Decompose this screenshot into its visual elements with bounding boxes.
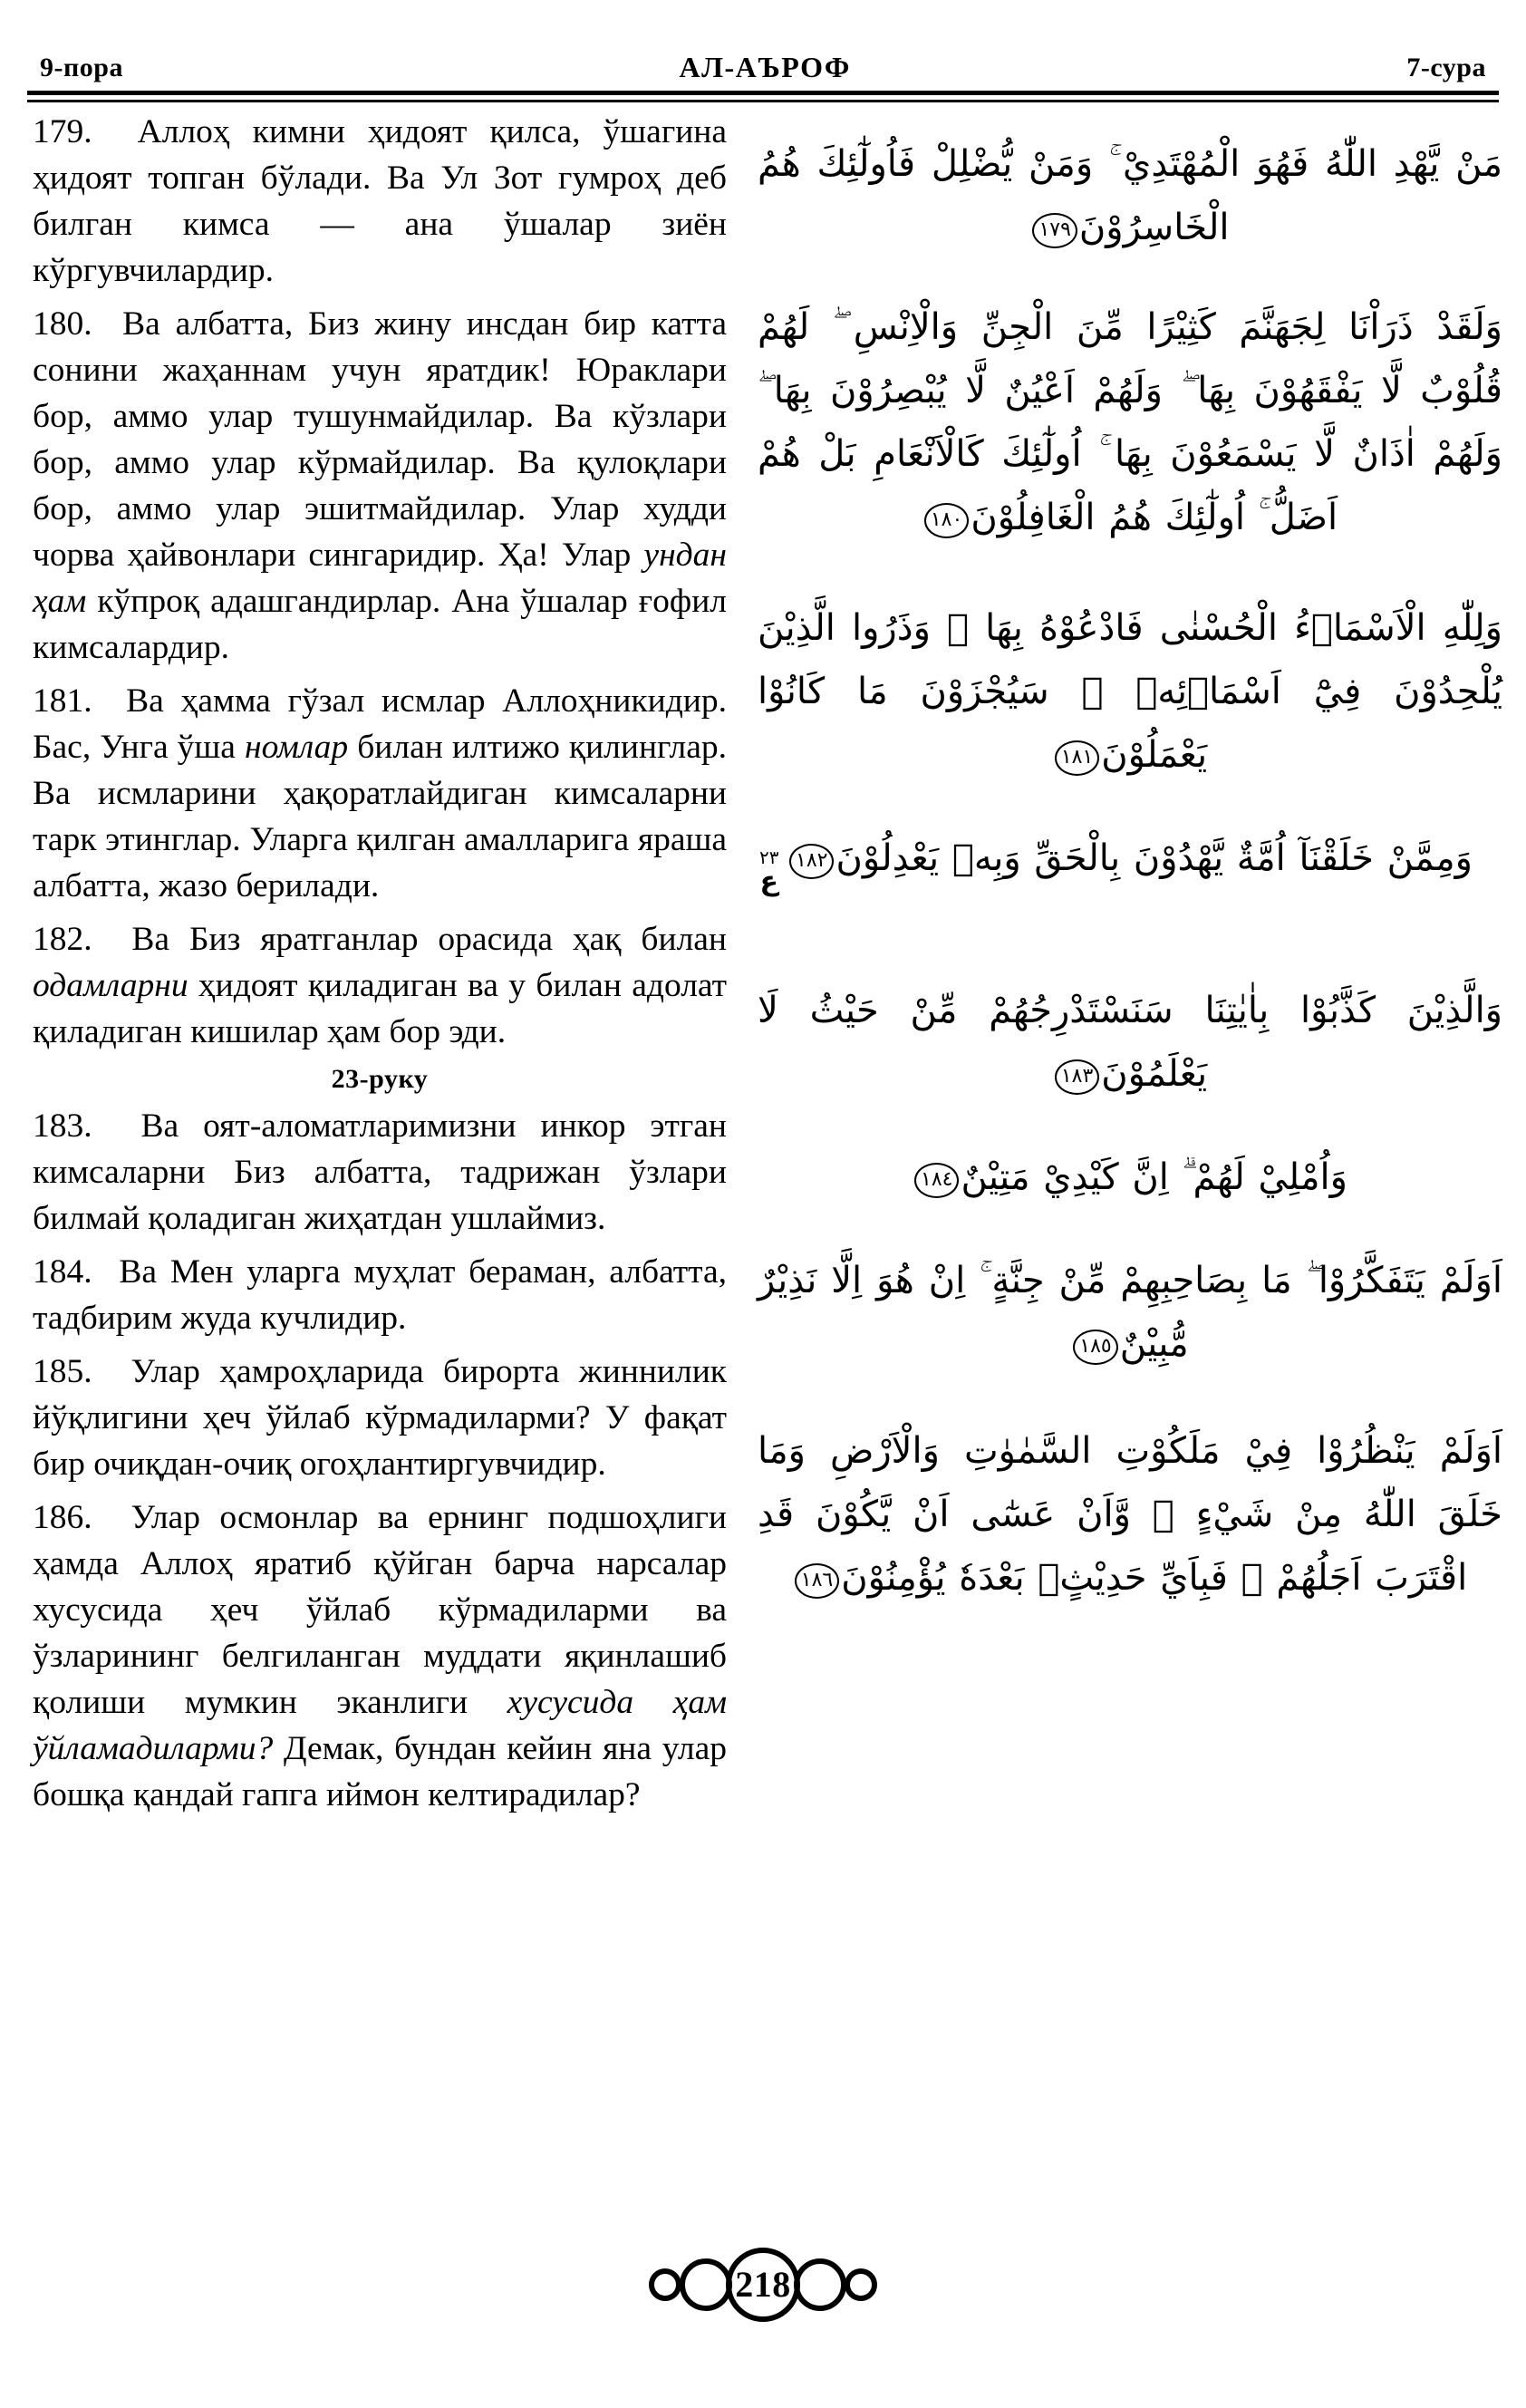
arabic-verse-181	[758, 596, 1502, 787]
folio-ornament-icon	[636, 2243, 890, 2326]
ayah-marker-179: ١٧٩	[1032, 213, 1077, 248]
ruku-marker-ayn-icon: ع	[759, 865, 778, 897]
verse-185: 185. Улар ҳамроҳларида бирорта жиннилик йўқлигини ҳеч ўйлаб кўрмадиларми? У фақат бир очиқдан-очиқ огоҳлантиргувчидир.	[33, 1353, 727, 1483]
arabic-verse-180	[758, 295, 1502, 549]
verse-180: 180. Ва албатта, Биз жину инсдан бир катта сонини жаҳаннам учун яратдик! Юраклари бор, аммо улар тушунмайдилар. Ва кўзлари бор, аммо улар кўрмайдилар. Ва қулоқлари бор, аммо улар эшитмайдилар. Улар худди чорва ҳайвонлари сингаридир. Ҳа! Улар ундан ҳам кўпроқ адашгандирлар. Ана ўшалар ғофил кимсалардир.	[33, 305, 727, 666]
arabic-text-186: اَوَلَمْ يَنْظُرُوْا فِيْ مَلَكُوْتِ السَّمٰوٰتِ وَالْاَرْضِ وَمَا خَلَقَ اللّٰهُ مِنْ شَيْءٍ ۙ وَّاَنْ عَسٰٓى اَنْ يَّكُوْنَ قَدِ اقْتَرَبَ اَجَلُهُمْ ۖ فَبِاَيِّ حَدِيْثٍۢ بَعْدَهٗ يُؤْمِنُوْنَ	[758, 1430, 1502, 1599]
ornament-lobe-small-right	[845, 2268, 877, 2301]
arabic-text-column	[750, 109, 1526, 1637]
verse-181: 181. Ва ҳамма гўзал исмлар Аллоҳникидир. Бас, Унга ўша номлар билан илтижо қилинглар. Ва исмларини ҳақоратлайдиган кимсаларни тарк этинглар. Уларга қилган амалларига яраша албатта, жазо берилади.	[33, 682, 727, 904]
arabic-text-179: مَنْ يَّهْدِ اللّٰهُ فَهُوَ الْمُهْتَدِيْ ۚ وَمَنْ يُّضْلِلْ فَاُولٰٓئِكَ هُمُ الْخَاسِرُوْنَ	[758, 143, 1502, 248]
ayah-marker-183: ١٨٣	[1055, 1059, 1099, 1095]
divider-line-thin	[27, 100, 1499, 102]
ayah-marker-181: ١٨١	[1055, 740, 1099, 776]
verse-182: 182. Ва Биз яратганлар орасида ҳақ билан одамларни ҳидоят қиладиган ва у билан адолат қиладиган кишилар ҳам бор эди.	[33, 921, 727, 1050]
verse-179: 179. Аллоҳ кимни ҳидоят қилса, ўшагина ҳидоят топган бўлади. Ва Ул Зот гумроҳ деб билган кимса — ана ўшалар зиён кўргувчилардир.	[33, 113, 727, 289]
ayah-marker-180: ١٨٠	[924, 503, 969, 538]
arabic-verse-184	[758, 1146, 1502, 1209]
running-head-right: 7-сура	[1406, 53, 1486, 82]
page-footer	[0, 2241, 1526, 2328]
ayah-marker-186: ١٨٦	[795, 1563, 839, 1599]
arabic-text-184: وَاُمْلِيْ لَهُمْ ۗ اِنَّ كَيْدِيْ مَتِيْنٌ	[961, 1156, 1347, 1198]
arabic-text-180: وَلَقَدْ ذَرَاْنَا لِجَهَنَّمَ كَثِيْرًا مِّنَ الْجِنِّ وَالْاِنْسِ ۖ لَهُمْ قُلُوْبٌ لَّا يَفْقَهُوْنَ بِهَا ۖ وَلَهُمْ اَعْيُنٌ لَّا يُبْصِرُوْنَ بِهَا ۖ وَلَهُمْ اٰذَانٌ لَّا يَسْمَعُوْنَ بِهَا ۚ اُولٰٓئِكَ كَالْاَنْعَامِ بَلْ هُمْ اَضَلُّ ۚ اُولٰٓئِكَ هُمُ الْغَافِلُوْنَ	[758, 306, 1502, 538]
verse-186: 186. Улар осмонлар ва ернинг подшоҳлиги ҳамда Аллоҳ яратиб қўйган барча нарсалар хусусида ҳеч ўйлаб кўрмадиларми ва ўзларининг белгиланган муддати яқинлашиб қолиши мумкин эканлиги хусусида ҳам ўйламадиларми? Демак, бундан кейин яна улар бошқа қандай гапга иймон келтирадилар?	[33, 1499, 727, 1813]
arabic-verse-179	[758, 132, 1502, 259]
arabic-text-181: وَلِلّٰهِ الْاَسْمَاۤءُ الْحُسْنٰى فَادْعُوْهُ بِهَا ۖ وَذَرُوا الَّذِيْنَ يُلْحِدُوْنَ فِيْٓ اَسْمَاۤئِهٖ ۗ سَيُجْزَوْنَ مَا كَانُوْا يَعْمَلُوْنَ	[758, 607, 1502, 776]
arabic-text-183: وَالَّذِيْنَ كَذَّبُوْا بِاٰيٰتِنَا سَنَسْتَدْرِجُهُمْ مِّنْ حَيْثُ لَا يَعْلَمُوْنَ	[758, 990, 1502, 1095]
running-head	[40, 40, 1486, 82]
ruku-heading: 23-руку	[331, 1064, 429, 1094]
arabic-text-185: اَوَلَمْ يَتَفَكَّرُوْا ۖ مَا بِصَاحِبِهِمْ مِّنْ جِنَّةٍ ۚ اِنْ هُوَ اِلَّا نَذِيْرٌ مُّبِيْنٌ	[758, 1260, 1502, 1365]
running-head-left: 9-пора	[40, 53, 123, 82]
page-columns	[0, 109, 1526, 2200]
arabic-verse-186	[758, 1419, 1502, 1610]
page-number: 218	[735, 2264, 791, 2305]
verse-184: 184. Ва Мен уларга муҳлат бераман, албатта, тадбирим жуда кучлидир.	[33, 1253, 727, 1337]
verse-183: 183. Ва оят-аломатларимизни инкор этган кимсаларни Биз албатта, тадрижан ўзлари билмай қоладиган жиҳатдан ушлаймиз.	[33, 1107, 727, 1237]
ruku-section-marker	[759, 848, 778, 896]
ornament-lobe-large-left	[680, 2258, 732, 2311]
arabic-text-182: وَمِمَّنْ خَلَقْنَآ اُمَّةٌ يَّهْدُوْنَ بِالْحَقِّ وَبِهٖ يَعْدِلُوْنَ	[835, 837, 1473, 879]
arabic-verse-183	[758, 979, 1502, 1106]
ayah-marker-185: ١٨٥	[1073, 1330, 1117, 1365]
ornament-lobe-large-right	[794, 2258, 846, 2311]
running-head-surah-title: АЛ-АЪРОФ	[679, 51, 851, 83]
ruku-marker-number: ٢٣	[759, 846, 779, 868]
arabic-verse-182	[758, 827, 1502, 897]
ayah-marker-184: ١٨٤	[914, 1163, 959, 1198]
ornament-lobe-small-left	[649, 2268, 681, 2301]
uzbek-translation-column	[0, 109, 750, 1818]
arabic-verse-185	[758, 1249, 1502, 1376]
header-divider	[27, 91, 1499, 102]
ayah-marker-182: ١٨٢	[789, 844, 834, 879]
